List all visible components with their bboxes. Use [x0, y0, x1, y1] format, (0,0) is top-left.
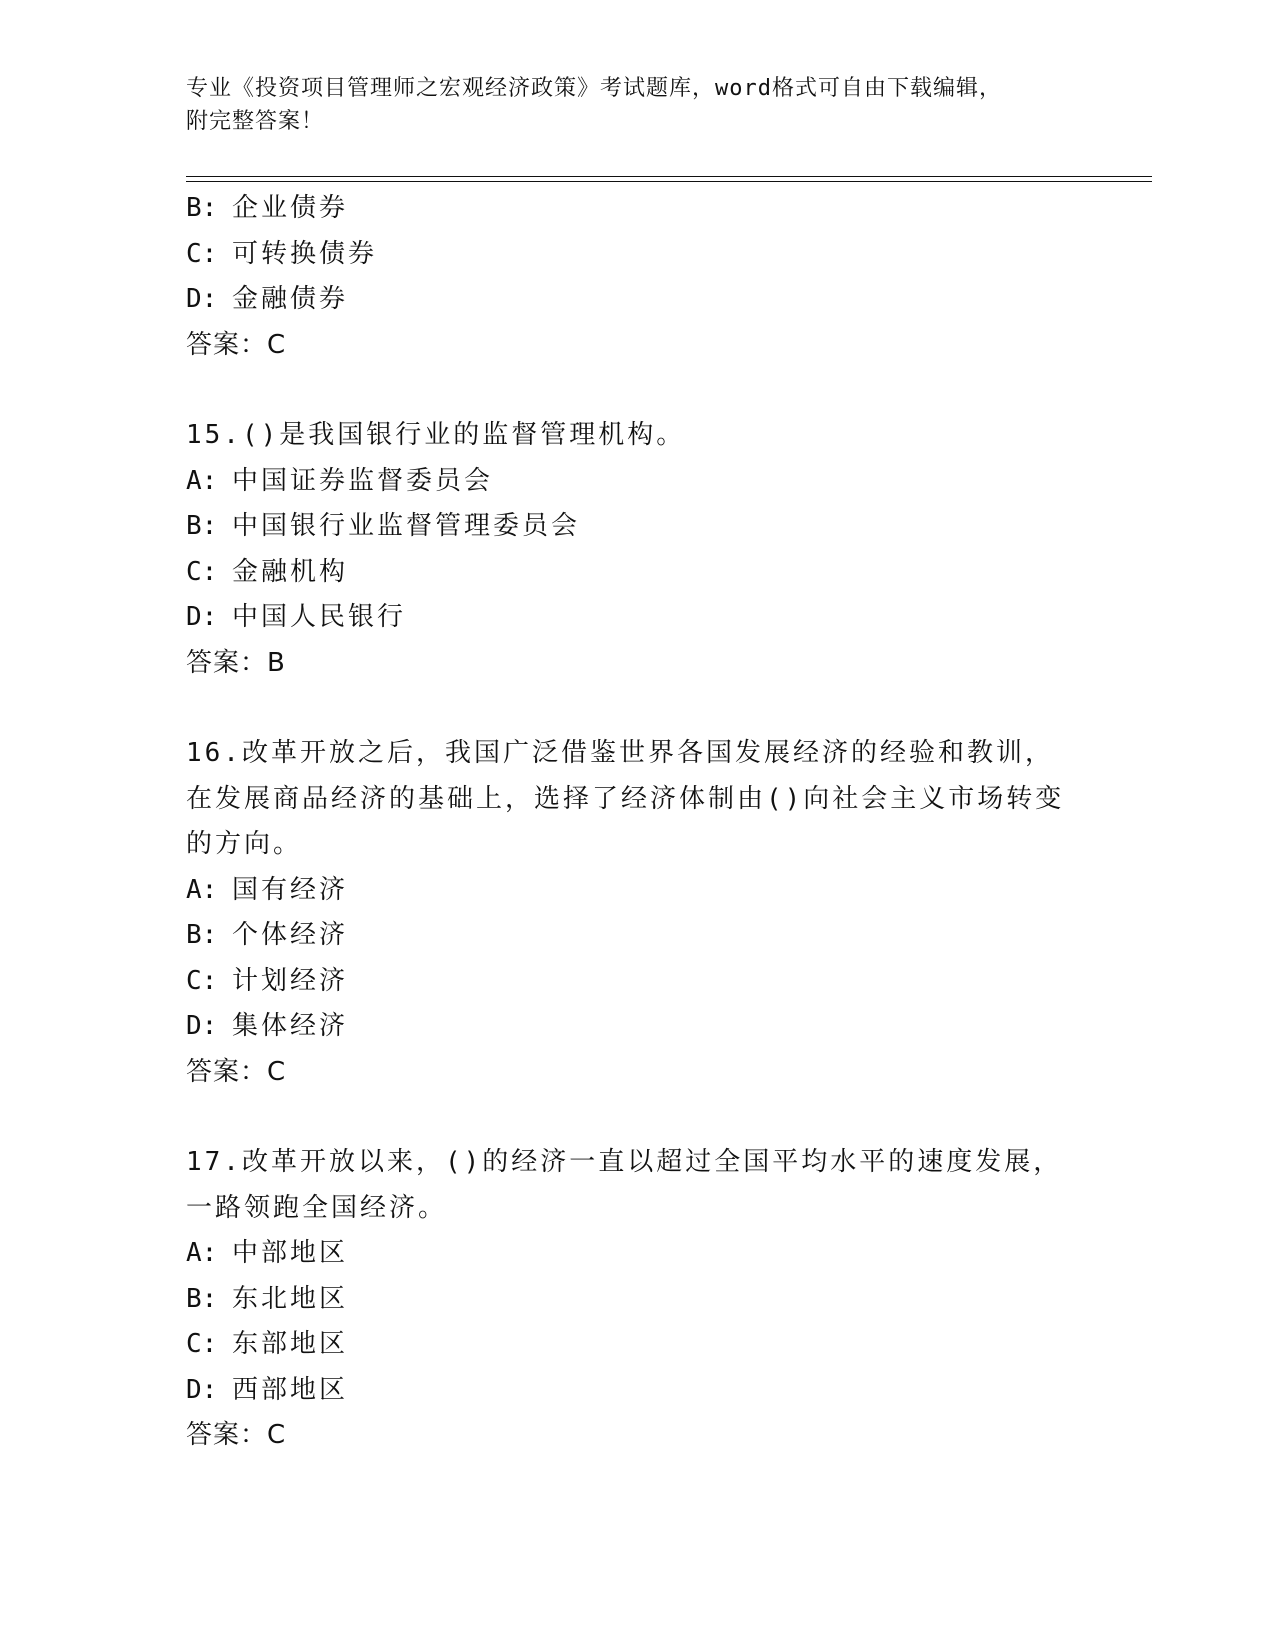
- option-key: D:: [186, 602, 218, 632]
- option-key: D:: [186, 1011, 218, 1041]
- option-a: [186, 459, 1086, 505]
- option-c: [186, 1322, 1086, 1368]
- option-key: B:: [186, 193, 218, 223]
- option-key: C:: [186, 238, 218, 269]
- option-text: 中国银行业监督管理委员会: [232, 511, 581, 541]
- question-17: [186, 1140, 1086, 1459]
- answer-line: 答案：C: [186, 329, 287, 360]
- option-text: 西部地区: [232, 1374, 349, 1405]
- option-d: [186, 277, 1086, 323]
- answer-line: 答案：B: [186, 647, 286, 678]
- option-c: [186, 959, 1086, 1005]
- option-key: C:: [186, 556, 218, 587]
- question-16: [186, 731, 1086, 1095]
- option-a: [186, 868, 1086, 914]
- option-text: 东北地区: [232, 1283, 349, 1314]
- option-text: 国有经济: [232, 874, 349, 905]
- question-text: 15.()是我国银行业的监督管理机构。: [186, 420, 686, 450]
- option-key: A:: [186, 1238, 218, 1268]
- option-key: C:: [186, 1329, 218, 1359]
- option-key: B:: [186, 1283, 218, 1314]
- option-a: [186, 1231, 1086, 1277]
- answer-line: 答案：C: [186, 1420, 287, 1450]
- option-b: [186, 913, 1086, 959]
- option-key: B:: [186, 920, 218, 950]
- option-text: 集体经济: [232, 1011, 349, 1041]
- header-divider-top: [186, 176, 1152, 177]
- option-text: 中国证券监督委员会: [232, 465, 494, 496]
- option-text: 个体经济: [232, 920, 349, 950]
- header-divider-bottom: [186, 181, 1152, 182]
- option-text: 金融债券: [232, 284, 349, 314]
- option-key: A:: [186, 874, 218, 905]
- option-b: [186, 504, 1086, 550]
- option-b: [186, 1277, 1086, 1323]
- question-text: 17.改革开放以来，()的经济一直以超过全国平均水平的速度发展，一路领跑全国经济。: [186, 1147, 1063, 1223]
- option-key: D:: [186, 1374, 218, 1405]
- option-key: C:: [186, 965, 218, 996]
- option-text: 计划经济: [232, 965, 349, 996]
- header-line-2: 附完整答案！: [186, 109, 325, 134]
- option-d: [186, 1368, 1086, 1414]
- question-15: [186, 413, 1086, 686]
- option-b: [186, 186, 1086, 232]
- question-14-continued: [186, 186, 1086, 368]
- option-text: 东部地区: [232, 1329, 349, 1359]
- option-key: D:: [186, 284, 218, 314]
- question-text: 16.改革开放之后，我国广泛借鉴世界各国发展经济的经验和教训，在发展商品经济的基础上，选择了经济体制由()向社会主义市场转变的方向。: [186, 738, 1065, 859]
- option-text: 中部地区: [232, 1238, 349, 1268]
- option-text: 中国人民银行: [232, 602, 407, 632]
- header-line-1: 专业《投资项目管理师之宏观经济政策》考试题库，word格式可自由下载编辑，: [186, 76, 1002, 101]
- option-key: B:: [186, 511, 218, 541]
- option-c: [186, 550, 1086, 596]
- option-c: [186, 232, 1086, 278]
- option-text: 可转换债券: [232, 238, 378, 269]
- question-list: [186, 186, 1086, 1459]
- option-d: [186, 595, 1086, 641]
- option-d: [186, 1004, 1086, 1050]
- option-text: 金融机构: [232, 556, 349, 587]
- answer-line: 答案：C: [186, 1056, 287, 1087]
- option-key: A:: [186, 465, 218, 496]
- option-text: 企业债券: [232, 193, 349, 223]
- document-header: [186, 72, 1066, 138]
